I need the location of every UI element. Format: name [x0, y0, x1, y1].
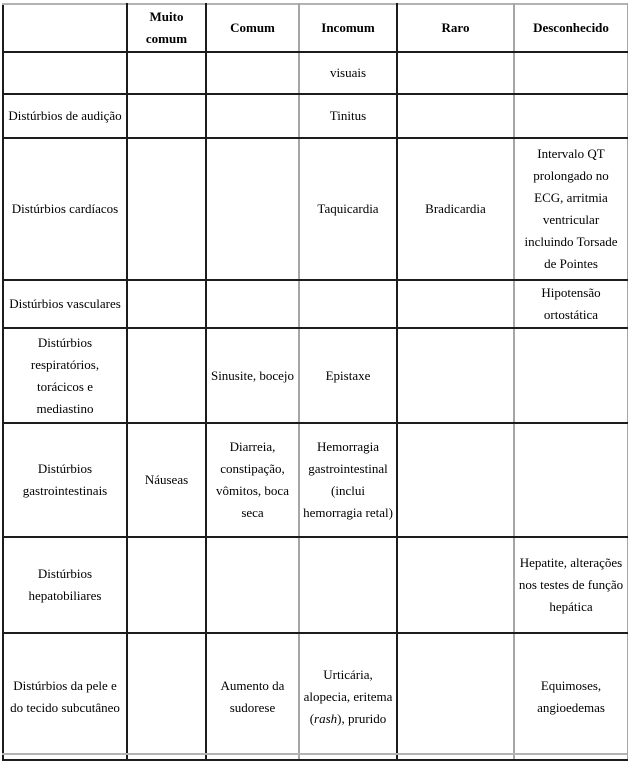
reaction-cell — [127, 537, 206, 633]
column-header-raro: Raro — [397, 4, 514, 52]
reaction-cell — [206, 94, 299, 138]
reaction-cell — [206, 280, 299, 328]
cropped-table-edge — [2, 753, 627, 755]
reaction-cell — [206, 537, 299, 633]
reaction-cell — [514, 328, 628, 423]
table-row — [3, 537, 628, 633]
reaction-cell — [397, 537, 514, 633]
header-row — [3, 4, 628, 52]
row-label-cell: Distúrbios da pele e do tecido subcutâneo — [3, 633, 127, 760]
reaction-cell — [127, 138, 206, 280]
column-header-incomum: Incomum — [299, 4, 397, 52]
table-row — [3, 328, 628, 423]
row-label-cell — [3, 52, 127, 94]
reaction-cell — [397, 633, 514, 760]
column-header-comum: Comum — [206, 4, 299, 52]
reaction-cell — [397, 423, 514, 537]
reaction-cell — [397, 94, 514, 138]
row-label-cell: Distúrbios cardíacos — [3, 138, 127, 280]
reaction-cell — [127, 633, 206, 760]
reaction-cell: Bradicardia — [397, 138, 514, 280]
reaction-cell — [299, 537, 397, 633]
reaction-cell — [514, 52, 628, 94]
reaction-cell — [514, 423, 628, 537]
reaction-cell: Equimoses, angioedemas — [514, 633, 628, 760]
reaction-cell: Intervalo QT prolongado no ECG, arritmia ventricular incluindo Torsade de Pointes — [514, 138, 628, 280]
reaction-cell — [127, 94, 206, 138]
reaction-cell: Sinusite, bocejo — [206, 328, 299, 423]
row-label-cell: Distúrbios de audição — [3, 94, 127, 138]
table-row — [3, 633, 628, 760]
row-label-cell: Distúrbios gastrointestinais — [3, 423, 127, 537]
reaction-cell: Hemorragia gastrointestinal (inclui hemorragia retal) — [299, 423, 397, 537]
reaction-cell: Taquicardia — [299, 138, 397, 280]
table-row — [3, 94, 628, 138]
reaction-cell: Tinitus — [299, 94, 397, 138]
reaction-text: Urticária, alopecia, eritema ( — [303, 666, 393, 726]
table-row — [3, 52, 628, 94]
adverse-reactions-frequency-table — [2, 3, 628, 761]
table-row — [3, 138, 628, 280]
reaction-cell: Epistaxe — [299, 328, 397, 423]
reaction-cell: Diarreia, constipação, vômitos, boca seca — [206, 423, 299, 537]
reaction-cell — [206, 52, 299, 94]
reaction-cell — [397, 280, 514, 328]
reaction-cell — [127, 280, 206, 328]
reaction-cell — [397, 328, 514, 423]
reaction-cell: Hepatite, alterações nos testes de função hepática — [514, 537, 628, 633]
reaction-cell — [514, 94, 628, 138]
reaction-cell — [127, 328, 206, 423]
reaction-cell — [127, 52, 206, 94]
reaction-cell: Aumento da sudorese — [206, 633, 299, 760]
column-header-desconhecido: Desconhecido — [514, 4, 628, 52]
reaction-cell — [299, 280, 397, 328]
table-row — [3, 280, 628, 328]
column-header-muito-comum: Muito comum — [127, 4, 206, 52]
reaction-cell: Hipotensão ortostática — [514, 280, 628, 328]
table-header — [3, 4, 628, 52]
table-row — [3, 423, 628, 537]
reaction-cell — [397, 52, 514, 94]
reaction-cell: visuais — [299, 52, 397, 94]
rash-italic-text: rash — [314, 710, 338, 726]
column-header-blank — [3, 4, 127, 52]
row-label-cell: Distúrbios respiratórios, torácicos e mediastino — [3, 328, 127, 423]
reaction-text: ), prurido — [337, 710, 387, 726]
row-label-cell: Distúrbios vasculares — [3, 280, 127, 328]
row-label-cell: Distúrbios hepatobiliares — [3, 537, 127, 633]
reaction-cell: Náuseas — [127, 423, 206, 537]
reaction-cell — [299, 633, 397, 760]
reaction-cell — [206, 138, 299, 280]
